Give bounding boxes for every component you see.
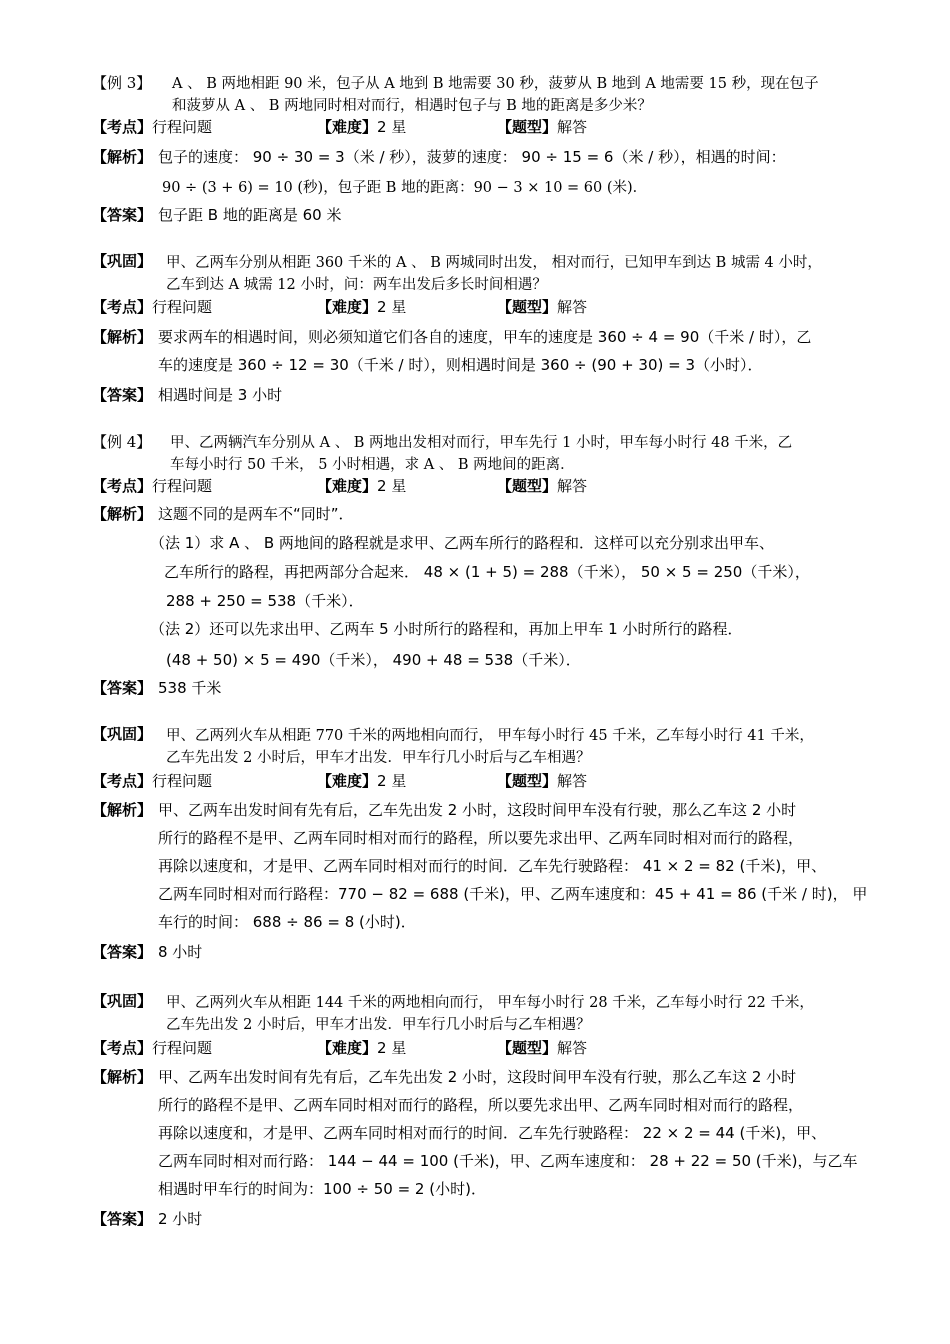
nandu-value: 2 星 [377, 298, 407, 316]
meta-row [92, 475, 872, 497]
answer-value: 包子距 B 地的距离是 60 米 [158, 206, 342, 224]
daan-label: 【答案】 [92, 1210, 153, 1228]
analysis-line: 甲、乙两车出发时间有先有后，乙车先出发 2 小时，这段时间甲车没有行驶，那么乙车这 2 小时 [158, 801, 797, 819]
daan-label: 【答案】 [92, 386, 153, 404]
question-line: 车每小时行 50 千米， 5 小时相遇，求 A 、 B 两地间的距离． [170, 457, 575, 473]
answer-value: 相遇时间是 3 小时 [158, 386, 283, 404]
gonggu-label: 【巩固】 [92, 252, 153, 270]
analysis-line: 乙两车同时相对而行路： 144 − 44 = 100 (千米)，甲、乙两车速度和： 28 + 22 = 50 (千米)，与乙车 [158, 1152, 858, 1170]
kaodian-label: 【考点】 [92, 298, 153, 316]
example-tag: 【例 3】 [92, 74, 152, 92]
meta-row [92, 116, 872, 138]
question-line: 甲、乙两车分别从相距 360 千米的 A 、 B 两城同时出发， 相对而行，已知甲车到达 B 城需 4 小时， [166, 255, 822, 271]
daan-label: 【答案】 [92, 943, 153, 961]
analysis-line: 乙两车同时相对而行路程：770 − 82 = 688 (千米)，甲、乙两车速度和：45 + 41 = 86 (千米 / 时)， 甲 [158, 885, 868, 903]
daan-label: 【答案】 [92, 206, 153, 224]
question-line: A 、 B 两地相距 90 米，包子从 A 地到 B 地需要 30 秒，菠萝从 B 地到 A 地需要 15 秒，现在包子 [172, 76, 819, 92]
tixing-label: 【题型】 [497, 298, 558, 316]
nandu-label: 【难度】 [317, 772, 378, 790]
question-line: 乙车先出发 2 小时后，甲车才出发．甲车行几小时后与乙车相遇？ [166, 750, 591, 766]
method-2-line: （法 2）还可以先求出甲、乙两车 5 小时所行的路程和，再加上甲车 1 小时所行的路程． [150, 620, 743, 638]
nandu-label: 【难度】 [317, 477, 378, 495]
analysis-line: 所行的路程不是甲、乙两车同时相对而行的路程，所以要先求出甲、乙两车同时相对而行的路程， [158, 829, 804, 847]
question-line: 和菠萝从 A 、 B 两地同时相对而行，相遇时包子与 B 地的距离是多少米？ [172, 98, 652, 114]
kaodian-label: 【考点】 [92, 772, 153, 790]
answer-value: 538 千米 [158, 679, 222, 697]
method-2-line: (48 + 50) × 5 = 490（千米）， 490 + 48 = 538（千米）． [166, 651, 581, 669]
nandu-value: 2 星 [377, 1039, 407, 1057]
method-1-line: （法 1）求 A 、 B 两地间的路程就是求甲、乙两车所行的路程和．这样可以充分别求出甲车、 [150, 534, 774, 552]
tixing-value: 解答 [557, 477, 588, 495]
jiexi-label: 【解析】 [92, 801, 153, 819]
analysis-line: 包子的速度： 90 ÷ 30 = 3（米 / 秒），菠萝的速度： 90 ÷ 15 = 6（米 / 秒），相遇的时间： [158, 148, 786, 166]
nandu-value: 2 星 [377, 477, 407, 495]
kaodian-label: 【考点】 [92, 1039, 153, 1057]
answer-value: 2 小时 [158, 1210, 203, 1228]
kaodian-value: 行程问题 [152, 298, 213, 316]
analysis-line: 要求两车的相遇时间，则必须知道它们各自的速度，甲车的速度是 360 ÷ 4 = 90（千米 / 时），乙 [158, 328, 812, 346]
jiexi-label: 【解析】 [92, 148, 153, 166]
nandu-label: 【难度】 [317, 1039, 378, 1057]
gonggu-label: 【巩固】 [92, 725, 153, 743]
tixing-value: 解答 [557, 118, 588, 136]
meta-row [92, 296, 872, 318]
jiexi-label: 【解析】 [92, 505, 153, 523]
kaodian-value: 行程问题 [152, 772, 213, 790]
analysis-line: 相遇时甲车行的时间为：100 ÷ 50 = 2 (小时)． [158, 1180, 486, 1198]
method-1-line: 288 + 250 = 538（千米）． [166, 592, 364, 610]
tixing-value: 解答 [557, 772, 588, 790]
tixing-label: 【题型】 [497, 1039, 558, 1057]
tixing-label: 【题型】 [497, 477, 558, 495]
method-1-line: 乙车所行的路程，再把两部分合起来． 48 × (1 + 5) = 288（千米）， 50 × 5 = 250（千米）， [164, 563, 810, 581]
analysis-line: 这题不同的是两车不“同时”． [158, 505, 354, 523]
question-line: 乙车到达 A 城需 12 小时，问：两车出发后多长时间相遇？ [166, 277, 547, 293]
gonggu-label: 【巩固】 [92, 992, 153, 1010]
analysis-line: 车的速度是 360 ÷ 12 = 30（千米 / 时），则相遇时间是 360 ÷ (90 + 30) = 3（小时）． [158, 356, 763, 374]
meta-row [92, 1037, 872, 1059]
nandu-value: 2 星 [377, 772, 407, 790]
analysis-line: 再除以速度和，才是甲、乙两车同时相对而行的时间．乙车先行驶路程： 41 × 2 = 82 (千米)，甲、 [158, 857, 827, 875]
meta-row [92, 770, 872, 792]
daan-label: 【答案】 [92, 679, 153, 697]
kaodian-label: 【考点】 [92, 477, 153, 495]
analysis-line: 所行的路程不是甲、乙两车同时相对而行的路程，所以要先求出甲、乙两车同时相对而行的路程， [158, 1096, 804, 1114]
question-line: 甲、乙两辆汽车分别从 A 、 B 两地出发相对而行，甲车先行 1 小时，甲车每小时行 48 千米，乙 [170, 435, 793, 451]
kaodian-value: 行程问题 [152, 477, 213, 495]
answer-value: 8 小时 [158, 943, 203, 961]
jiexi-label: 【解析】 [92, 1068, 153, 1086]
question-line: 甲、乙两列火车从相距 770 千米的两地相向而行， 甲车每小时行 45 千米，乙车每小时行 41 千米， [166, 728, 814, 744]
nandu-value: 2 星 [377, 118, 407, 136]
analysis-line: 车行的时间： 688 ÷ 86 = 8 (小时)． [158, 913, 416, 931]
kaodian-label: 【考点】 [92, 118, 153, 136]
tixing-value: 解答 [557, 298, 588, 316]
jiexi-label: 【解析】 [92, 328, 153, 346]
question-line: 甲、乙两列火车从相距 144 千米的两地相向而行， 甲车每小时行 28 千米，乙车每小时行 22 千米， [166, 995, 814, 1011]
kaodian-value: 行程问题 [152, 1039, 213, 1057]
analysis-line: 90 ÷ (3 + 6) = 10 (秒)，包子距 B 地的距离：90 − 3 × 10 = 60 (米)． [162, 180, 648, 196]
tixing-label: 【题型】 [497, 772, 558, 790]
nandu-label: 【难度】 [317, 118, 378, 136]
nandu-label: 【难度】 [317, 298, 378, 316]
analysis-line: 再除以速度和，才是甲、乙两车同时相对而行的时间．乙车先行驶路程： 22 × 2 = 44 (千米)，甲、 [158, 1124, 827, 1142]
tixing-value: 解答 [557, 1039, 588, 1057]
question-line: 乙车先出发 2 小时后，甲车才出发．甲车行几小时后与乙车相遇？ [166, 1017, 591, 1033]
analysis-line: 甲、乙两车出发时间有先有后，乙车先出发 2 小时，这段时间甲车没有行驶，那么乙车这 2 小时 [158, 1068, 797, 1086]
kaodian-value: 行程问题 [152, 118, 213, 136]
example-tag: 【例 4】 [92, 433, 152, 451]
tixing-label: 【题型】 [497, 118, 558, 136]
